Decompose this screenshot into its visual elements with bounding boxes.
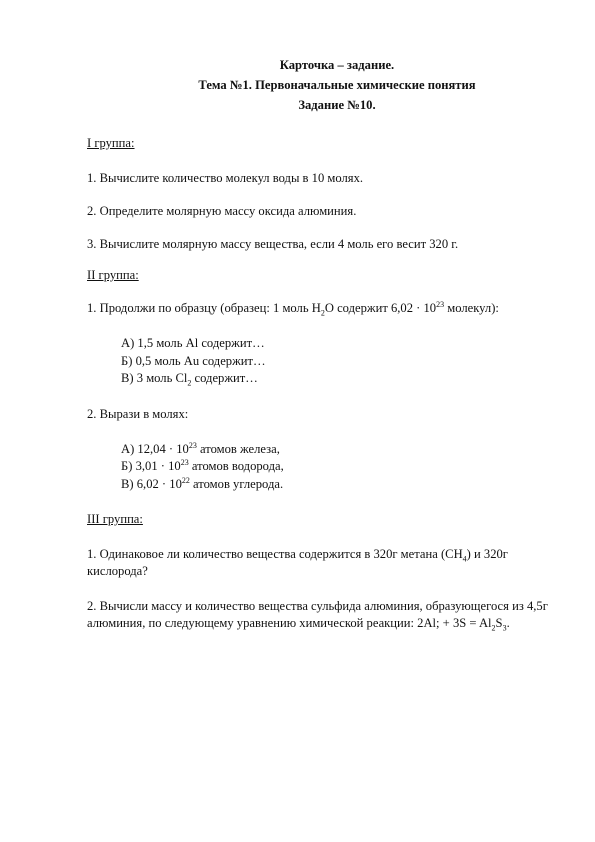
group-3-task-2: 2. Вычисли массу и количество вещества сульфида алюминия, образующегося из 4,5г алюминия, по следующему уравнению химической реакции: 2Al; + $3S = Al_2S_3$. [87, 599, 548, 633]
group-2-title: II группа: [87, 268, 139, 282]
group-2-task-1-items [87, 335, 557, 388]
list-item: Б) 0,5 моль Au содержит… [121, 353, 266, 368]
group-3-title: III группа: [87, 512, 143, 526]
group-2-task-2-items [87, 441, 557, 494]
list-item: А) 1,5 моль Al содержит… [121, 336, 265, 350]
group-1-task-2: 2. Определите молярную массу оксида алюминия. [87, 204, 357, 218]
list-item: В) $6,02 \cdot 10^{22}$ атомов углерода. [121, 475, 284, 491]
task-number: Задание №10. [298, 98, 376, 112]
document-page [87, 55, 557, 632]
topic-title: Тема №1. Первоначальные химические понятия [198, 78, 476, 92]
group-3-task-1: 1. Одинаковое ли количество вещества содержится в 320г метана $(CH_4)$ и 320г кислорода? [87, 547, 508, 578]
list-item: В) 3 моль $Cl_2$ содержит… [121, 371, 258, 388]
list-item: А) $12,04 \cdot 10^{23}$ атомов железа, [121, 440, 280, 456]
header [87, 55, 557, 115]
group-2-task-1: 1. Продолжи по образцу (образец: 1 моль $H_2O$ содержит $6,02 \cdot 10^{23}$ молекул): [87, 299, 499, 318]
card-title: Карточка – задание. [279, 58, 395, 72]
group-2-task-2: 2. Вырази в молях: [87, 406, 189, 421]
group-1-task-1: 1. Вычислите количество молекул воды в 10 молях. [87, 171, 364, 185]
group-1-title: I группа: [87, 136, 135, 150]
list-item: Б) $3,01 \cdot 10^{23}$ атомов водорода, [121, 457, 284, 473]
group-1-task-3: 3. Вычислите молярную массу вещества, если 4 моль его весит 320 г. [87, 237, 459, 251]
